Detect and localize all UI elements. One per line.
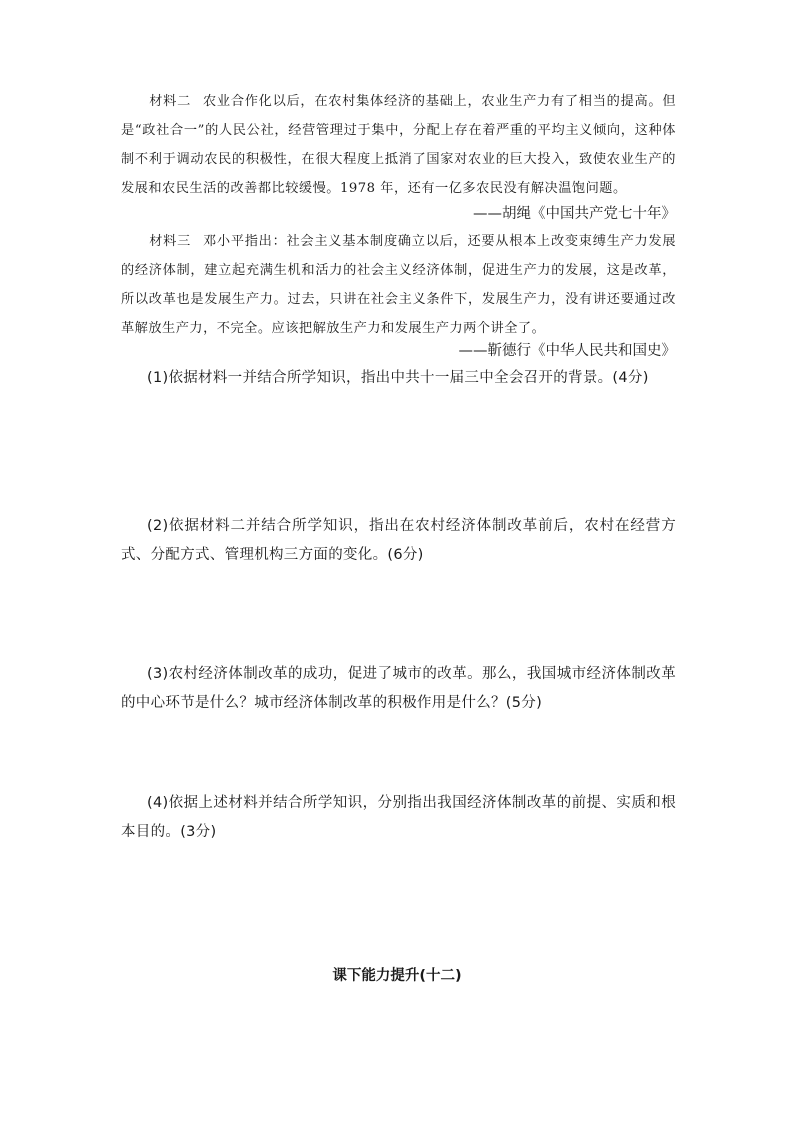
material-three-source: ——靳德行《中华人民共和国史》 bbox=[458, 343, 676, 359]
question-3-text: (3)农村经济体制改革的成功，促进了城市的改革。那么，我国城市经济体制改革的中心环节是什么？城市经济体制改革的积极作用是什么？(5分) bbox=[121, 666, 676, 711]
question-3 bbox=[121, 660, 676, 718]
material-three-text: 邓小平指出：社会主义基本制度确立以后，还要从根本上改变束缚生产力发展的经济体制，建立起充满生机和活力的社会主义经济体制，促进生产力的发展，这是改革，所以改革也是发展生产力。过去，只讲在社会主义条件下，发展生产力，没有讲还要通过改革解放生产力，不完全。应该把解放生产力和发展生产力两个讲全了。 bbox=[121, 234, 677, 336]
material-three-label: 材料三 bbox=[149, 234, 191, 249]
question-4 bbox=[121, 789, 676, 847]
question-4-text: (4)依据上述材料并结合所学知识，分别指出我国经济体制改革的前提、实质和根本目的。(3分) bbox=[121, 795, 676, 840]
material-two-label: 材料二 bbox=[149, 94, 191, 109]
question-1-text: (1)依据材料一并结合所学知识，指出中共十一届三中全会召开的背景。(4分) bbox=[147, 370, 649, 386]
question-2-text: (2)依据材料二并结合所学知识，指出在农村经济体制改革前后，农村在经营方式、分配方式、管理机构三方面的变化。(6分) bbox=[121, 518, 676, 563]
material-two-text: 农业合作化以后，在农村集体经济的基础上，农业生产力有了相当的提高。但是“政社合一”的人民公社，经营管理过于集中，分配上存在着严重的平均主义倾向，这种体制不利于调动农民的积极性，在很大程度上抵消了国家对农业的巨大投入，致使农业生产的发展和农民生活的改善都比较缓慢。1978 年，还有一亿多农民没有解决温饱问题。 bbox=[121, 94, 677, 196]
question-2 bbox=[121, 512, 676, 570]
material-two-paragraph bbox=[121, 87, 676, 203]
material-three-paragraph bbox=[121, 227, 676, 343]
section-title: 课下能力提升(十二) bbox=[332, 968, 462, 984]
material-two-source: ——胡绳《中国共产党七十年》 bbox=[473, 206, 676, 222]
question-1 bbox=[121, 364, 676, 393]
